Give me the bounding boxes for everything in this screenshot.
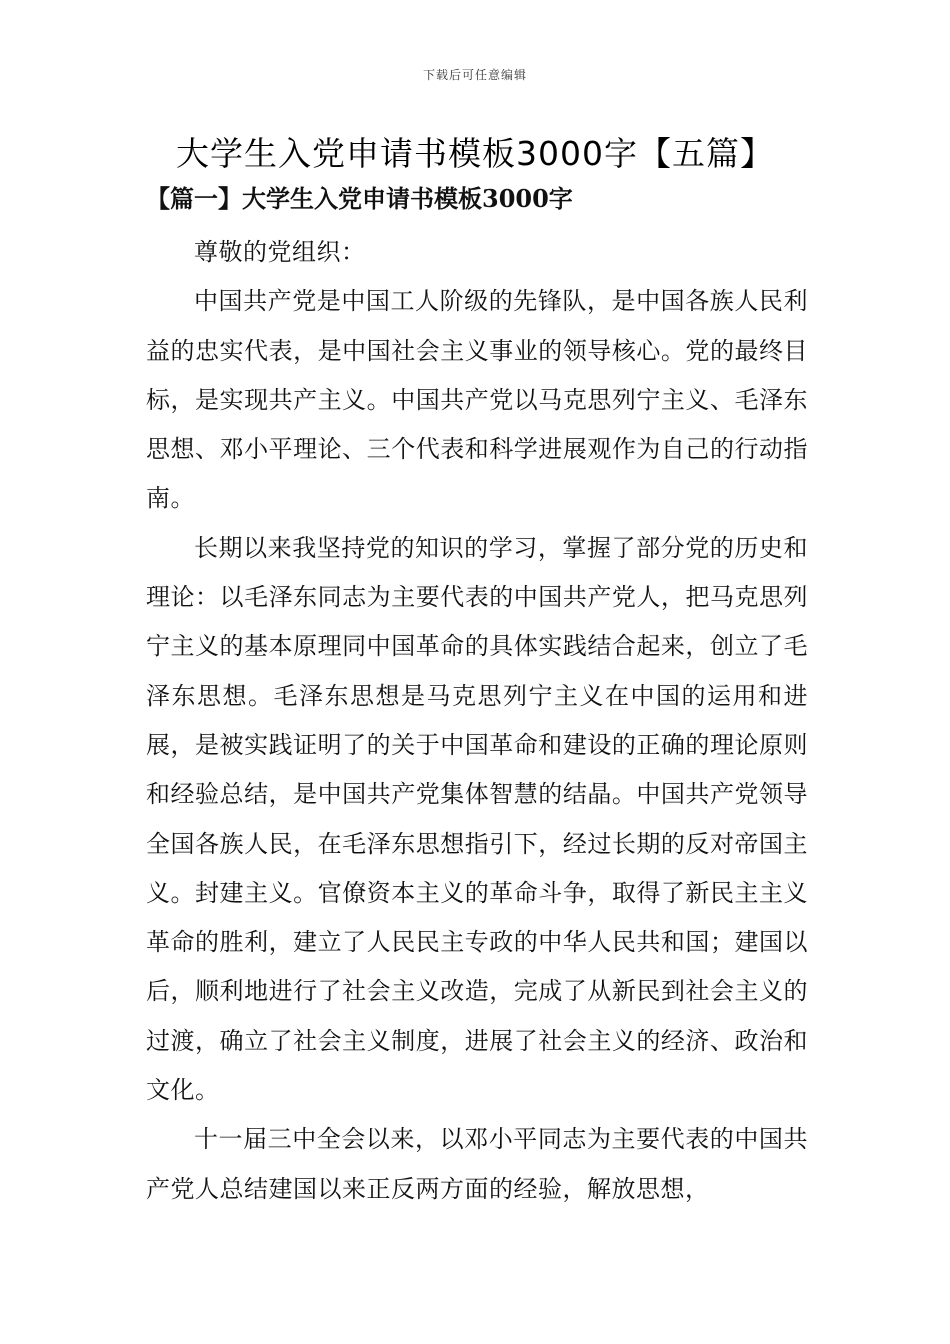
body-paragraph-3: 十一届三中全会以来，以邓小平同志为主要代表的中国共产党人总结建国以来正反两方面的经验，解放思想， — [146, 1125, 808, 1203]
section-heading: 【篇一】大学生入党申请书模板3000字 — [146, 184, 573, 213]
body-paragraph-2: 长期以来我坚持党的知识的学习，掌握了部分党的历史和理论：以毛泽东同志为主要代表的中国共产党人，把马克思列宁主义的基本原理同中国革命的具体实践结合起来，创立了毛泽东思想。毛泽东思想是马克思列宁主义在中国的运用和进展，是被实践证明了的关于中国革命和建设的正确的理论原则和经验总结，是中国共产党集体智慧的结晶。中国共产党领导全国各族人民，在毛泽东思想指引下，经过长期的反对帝国主义。封建主义。官僚资本主义的革命斗争，取得了新民主主义革命的胜利，建立了人民民主专政的中华人民共和国；建国以后，顺利地进行了社会主义改造，完成了从新民到社会主义的过渡，确立了社会主义制度，进展了社会主义的经济、政治和文化。 — [146, 533, 808, 1105]
salutation: 尊敬的党组织： — [194, 238, 366, 266]
document-body — [146, 228, 808, 1214]
page-header-note: 下载后可任意编辑 — [422, 68, 527, 82]
document-title: 大学生入党申请书模板3000字【五篇】 — [176, 134, 774, 173]
body-paragraph-1: 中国共产党是中国工人阶级的先锋队，是中国各族人民利益的忠实代表，是中国社会主义事业的领导核心。党的最终目标，是实现共产主义。中国共产党以马克思列宁主义、毛泽东思想、邓小平理论、三个代表和科学进展观作为自己的行动指南。 — [146, 287, 808, 513]
